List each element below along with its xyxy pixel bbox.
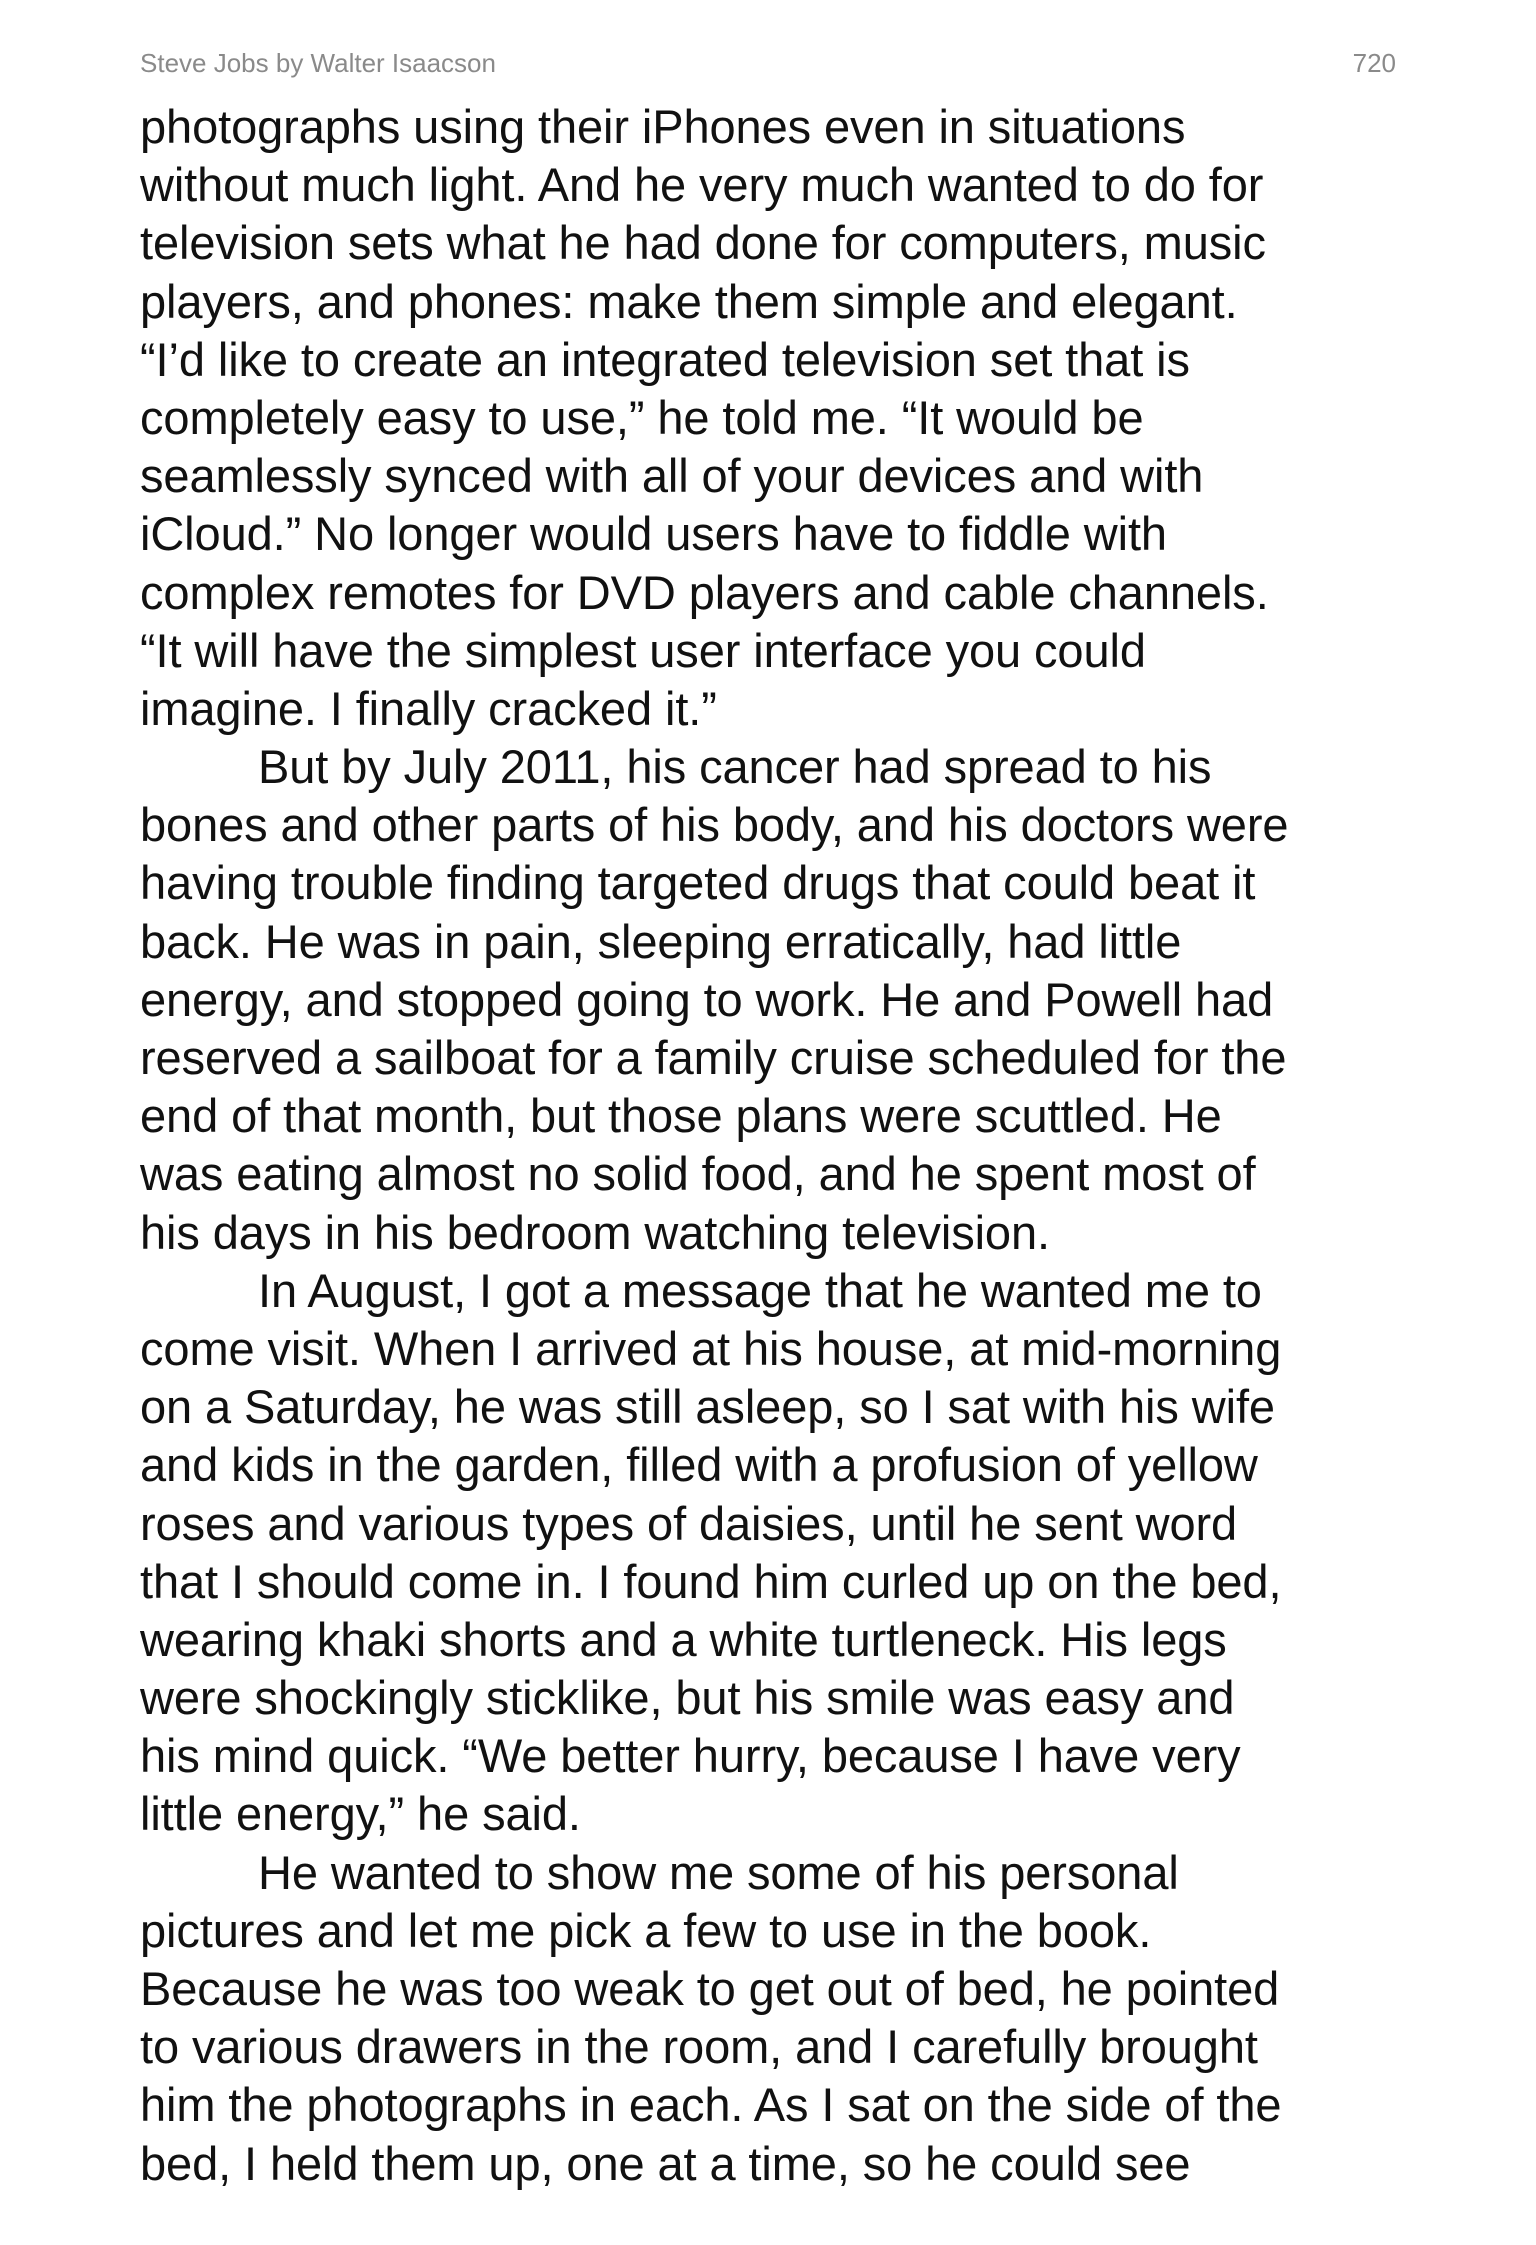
book-title: Steve Jobs by Walter Isaacson (140, 48, 496, 78)
text-line: his days in his bedroom watching television. (140, 1205, 1050, 1259)
text-line: him the photographs in each. As I sat on the side of the (140, 2078, 1282, 2132)
text-line: In August, I got a message that he wanted me to (258, 1263, 1262, 1317)
text-line: that I should come in. I found him curled up on the bed, (140, 1554, 1282, 1608)
text-line: players, and phones: make them simple and elegant. (140, 274, 1238, 328)
text-line: roses and various types of daisies, until he sent word (140, 1496, 1238, 1550)
text-line: pictures and let me pick a few to use in the book. (140, 1903, 1152, 1957)
text-line: were shockingly sticklike, but his smile was easy and (140, 1671, 1235, 1725)
page-body-text (140, 98, 1400, 2193)
text-line: bed, I held them up, one at a time, so he could see (140, 2136, 1191, 2190)
text-line: Because he was too weak to get out of bed, he pointed (140, 1962, 1280, 2015)
text-line: on a Saturday, he was still asleep, so I sat with his wife (140, 1380, 1275, 1434)
text-line: come visit. When I arrived at his house, at mid-morning (140, 1321, 1282, 1375)
text-line: wearing khaki shorts and a white turtleneck. His legs (140, 1612, 1227, 1666)
text-line: was eating almost no solid food, and he spent most of (140, 1147, 1256, 1201)
text-line: “I’d like to create an integrated television set that is (140, 332, 1190, 386)
text-line: But by July 2011, his cancer had spread to his (258, 740, 1212, 794)
text-line: little energy,” he said. (140, 1787, 581, 1841)
text-line: end of that month, but those plans were scuttled. He (140, 1089, 1222, 1143)
text-line: energy, and stopped going to work. He and Powell had (140, 972, 1274, 1026)
page-number: 720 (1352, 48, 1396, 78)
text-line: and kids in the garden, filled with a profusion of yellow (140, 1438, 1258, 1492)
text-line: He wanted to show me some of his personal (258, 1845, 1179, 1899)
text-line: to various drawers in the room, and I carefully brought (140, 2020, 1258, 2074)
text-line: television sets what he had done for computers, music (140, 216, 1266, 270)
text-line: imagine. I finally cracked it.” (140, 681, 717, 735)
text-line: complex remotes for DVD players and cable channels. (140, 565, 1269, 619)
text-line: completely easy to use,” he told me. “It would be (140, 390, 1144, 444)
running-header (140, 48, 1396, 84)
text-line: having trouble finding targeted drugs that could beat it (140, 856, 1256, 910)
text-line: reserved a sailboat for a family cruise scheduled for the (140, 1031, 1287, 1084)
text-line: photographs using their iPhones even in situations (140, 100, 1186, 153)
text-line: without much light. And he very much wanted to do for (140, 158, 1264, 212)
text-line: his mind quick. “We better hurry, because I have very (140, 1729, 1241, 1783)
text-line: bones and other parts of his body, and his doctors were (140, 798, 1289, 852)
text-line: “It will have the simplest user interface you could (140, 623, 1146, 677)
text-line: back. He was in pain, sleeping erratically, had little (140, 914, 1182, 968)
text-line: seamlessly synced with all of your devices and with (140, 449, 1204, 503)
text-line: iCloud.” No longer would users have to fiddle with (140, 507, 1167, 561)
